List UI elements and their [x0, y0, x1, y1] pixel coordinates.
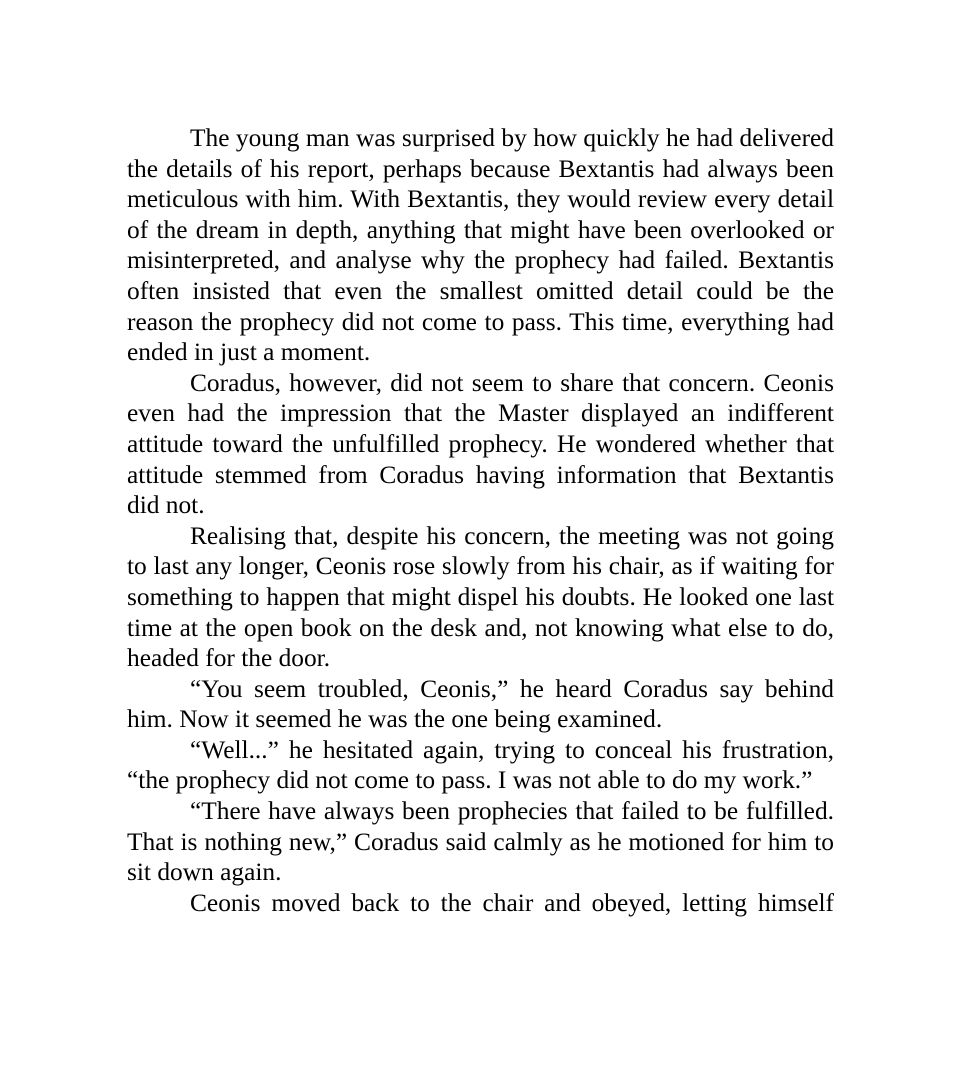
body-text — [127, 123, 834, 918]
paragraph-1: The young man was surprised by how quickly he had delivered the details of his report, perhaps because Bextantis had always been meticulous with him. With Bextantis, they would review every detail of the dream in depth, anything that might have been overlooked or misinterpreted, and analyse why the prophecy had failed. Bextantis often insisted that even the smallest omitted detail could be the reason the prophecy did not come to pass. This time, everything had ended in just a moment. — [127, 124, 834, 367]
paragraph-4: “You seem troubled, Ceonis,” he heard Coradus say behind him. Now it seemed he was the one being examined. — [127, 674, 834, 734]
paragraph-7: Ceonis moved back to the chair and obeyed, letting himself — [190, 888, 834, 917]
paragraph-3: Realising that, despite his concern, the meeting was not going to last any longer, Ceonis rose slowly from his chair, as if waiting for something to happen that might dispel his doubts. He looked one last time at the open book on the desk and, not knowing what else to do, headed for the door. — [127, 521, 834, 673]
paragraph-5: “Well...” he hesitated again, trying to conceal his frustration, “the prophecy did not come to pass. I was not able to do my work.” — [127, 735, 834, 795]
paragraph-6: “There have always been prophecies that failed to be fulfilled. That is nothing new,” Coradus said calmly as he motioned for him to sit down again. — [127, 797, 834, 887]
paragraph-2: Coradus, however, did not seem to share that concern. Ceonis even had the impression that the Master displayed an indifferent attitude toward the unfulfilled prophecy. He wondered whether that attitude stemmed from Coradus having information that Bextantis did not. — [127, 368, 834, 520]
